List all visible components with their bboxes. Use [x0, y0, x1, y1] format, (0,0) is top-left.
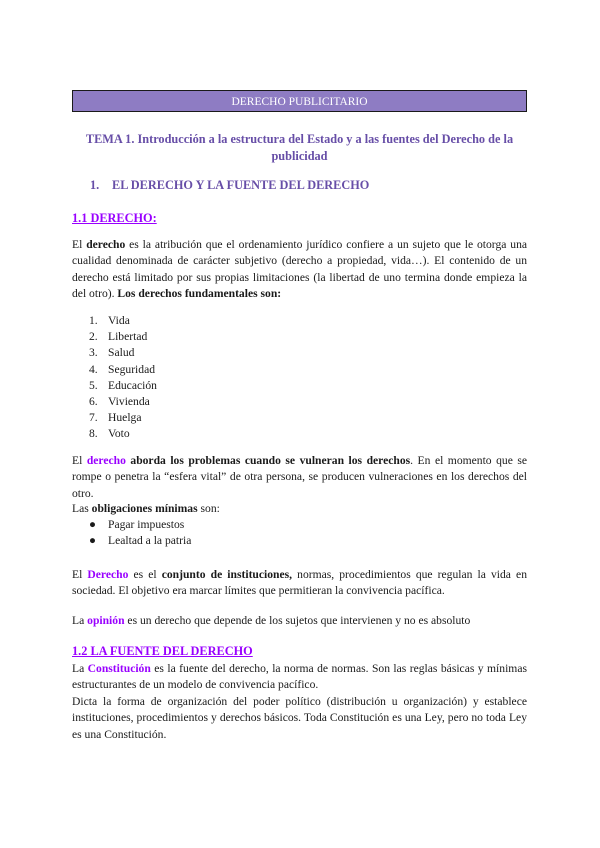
document-header-bar: [72, 90, 527, 112]
list-item: ● Lealtad a la patria: [89, 534, 192, 548]
chapter-title-line-2: publicidad: [271, 149, 328, 163]
paragraph-opinion: La opinión es un derecho que depende de los sujetos que intervienen y no es absoluto: [72, 614, 471, 627]
list-item: ● Pagar impuestos: [89, 518, 185, 531]
list-item: 6. Vivienda: [89, 394, 150, 408]
list-item: 5. Educación: [89, 378, 157, 392]
paragraph-constitucion-details: Dicta la forma de organización del poder político (distribución u organización) y establece instituciones, procedimientos y derechos básicos. Toda Constitución es una Ley, pero no toda Ley es una Constitución.: [72, 695, 527, 741]
list-item: 4. Seguridad: [89, 362, 156, 376]
subsection-1-2-heading: 1.2 LA FUENTE DEL DERECHO: [72, 644, 253, 658]
fundamental-rights-list: [89, 313, 157, 443]
section-1-heading: [90, 178, 369, 193]
paragraph-derecho-institutions: El Derecho es el conjunto de instituciones, normas, procedimientos que regulan la vida en sociedad. El objetivo era marcar límites que permitieran la convivencia pacífica.: [72, 568, 527, 598]
list-item: 7. Huelga: [89, 411, 142, 425]
section-1-number: 1.: [90, 178, 100, 192]
chapter-title: [72, 131, 527, 165]
list-item: 2. Libertad: [89, 330, 148, 344]
list-item: 1. Vida: [89, 314, 130, 327]
section-1-title: EL DERECHO Y LA FUENTE DEL DERECHO: [112, 178, 370, 192]
document-title: DERECHO PUBLICITARIO: [231, 96, 368, 108]
chapter-title-line-1: TEMA 1. Introducción a la estructura del Estado y a las fuentes del Derecho de la: [85, 132, 514, 146]
list-item: 8. Voto: [89, 427, 130, 441]
list-item: 3. Salud: [89, 346, 135, 360]
paragraph-obligations-intro: Las obligaciones mínimas son:: [72, 502, 220, 515]
paragraph-derecho-definition: El derecho es la atribución que el ordenamiento jurídico confiere a un sujeto que le otorga una cualidad denominada de carácter subjetivo (derecho a propiedad, vida…). El contenido de un derecho está limitado por sus propias limitaciones (la libertad de uno termina donde empieza la del otro). Los derechos fundamentales son:: [72, 238, 528, 300]
obligations-list: [89, 517, 191, 549]
subsection-1-1-heading: 1.1 DERECHO:: [72, 211, 157, 225]
paragraph-constitucion: La Constitución es la fuente del derecho, la norma de normas. Son las reglas básicas y mínimas estructurantes de un modelo de convivencia pacífico.: [72, 662, 527, 692]
paragraph-derecho-problems: El derecho aborda los problemas cuando se vulneran los derechos. En el momento que se rompe o penetra la “esfera vital” de otra persona, se producen vulneraciones en los derechos del otro.: [72, 454, 528, 500]
